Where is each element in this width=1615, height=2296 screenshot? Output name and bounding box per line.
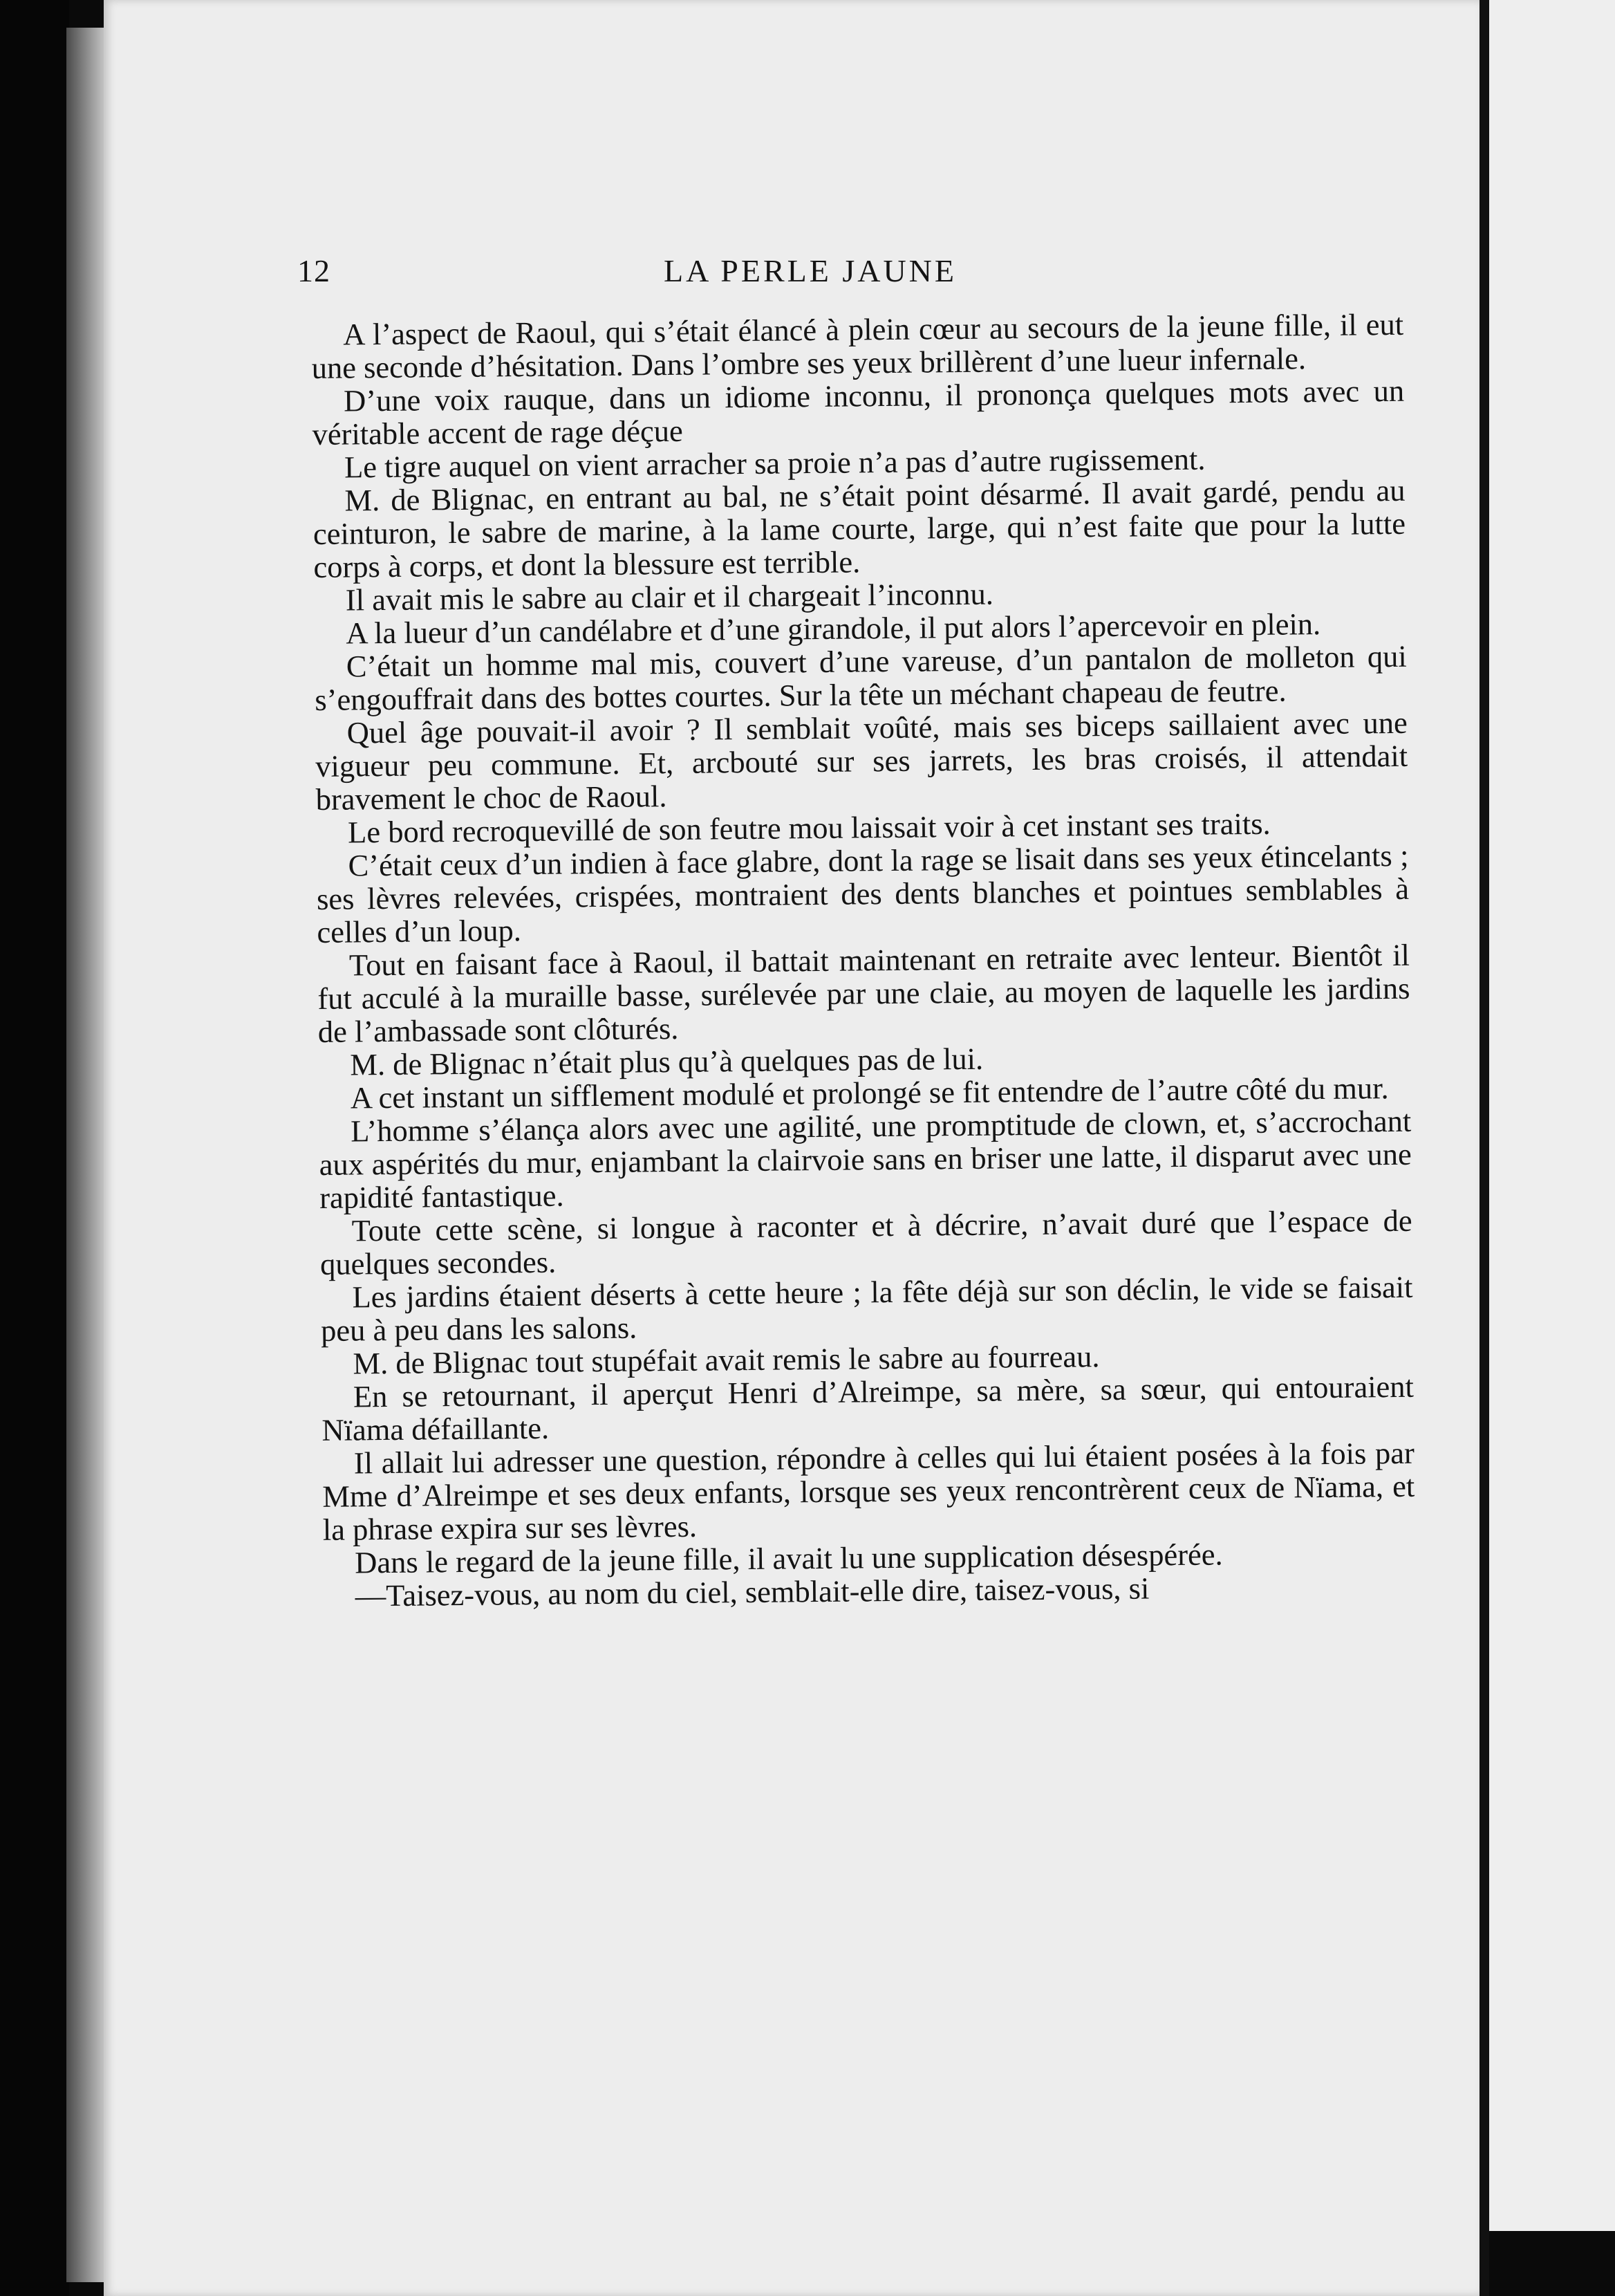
paragraph: A la lueur d’un candélabre et d’une girandole, il put alors l’apercevoir en plein. [346,607,1321,651]
paragraph: Quel âge pouvait-il avoir ? Il semblait voûté, mais ses biceps saillaient avec une vigueur peu commune. Et, arcbouté sur ses jarrets, les bras croisés, il attendait bravement le choc de Raoul. [315,705,1408,817]
page-gutter [1479,0,1489,2296]
page-edge-shadow [66,28,108,2282]
paragraph: M. de Blignac n’était plus qu’à quelques pas de lui. [350,1041,984,1082]
paragraph: En se retournant, il aperçut Henri d’Alreimpe, sa mère, sa sœur, qui entouraient Nïama défaillante. [321,1369,1415,1447]
paragraph: Dans le regard de la jeune fille, il avait lu une supplication désespérée. [355,1537,1223,1580]
paragraph: A l’aspect de Raoul, qui s’était élancé à plein cœur au secours de la jeune fille, il eut une seconde d’hésitation. Dans l’ombre ses yeux brillèrent d’une lueur infernale. [311,306,1404,385]
paragraph: Le bord recroquevillé de son feutre mou laissait voir à cet instant ses traits. [347,806,1271,850]
paragraph: D’une voix rauque, dans un idiome inconnu, il prononça quelques mots avec un véritable accent de rage déçue [312,373,1405,452]
paragraph: M. de Blignac tout stupéfait avait remis le sabre au fourreau. [353,1339,1100,1381]
paragraph: C’était un homme mal mis, couvert d’une vareuse, d’un pantalon de molleton qui s’engouffrait dans des bottes courtes. Sur la tête un méchant chapeau de feutre. [315,638,1408,717]
paragraph: Les jardins étaient déserts à cette heure ; la fête déjà sur son déclin, le vide se faisait peu à peu dans les salons. [320,1269,1413,1348]
paragraph: L’homme s’élança alors avec une agilité, une promptitude de clown, et, s’accrochant aux aspérités du mur, enjambant la clairvoie sans en briser une latte, il disparut avec une rapidité fantastique. [319,1103,1412,1215]
scan-border-bottom-right [1489,2231,1615,2296]
paragraph: Le tigre auquel on vient arracher sa proie n’a pas d’autre rugissement. [344,441,1206,485]
running-title: LA PERLE JAUNE [664,253,957,288]
paragraph: —Taisez-vous, au nom du ciel, semblait-elle dire, taisez-vous, si [355,1571,1150,1613]
facing-page-edge [1489,0,1615,2296]
paragraph: Tout en faisant face à Raoul, il battait maintenant en retraite avec lenteur. Bientôt il fut acculé à la muraille basse, surélevée par une claie, au moyen de laquelle les jardins de l’ambassade sont clôturés. [317,937,1410,1049]
body-text [311,308,1416,1613]
page-header [297,252,1403,301]
scan-border-left [0,0,69,2296]
paragraph: M. de Blignac, en entrant au bal, ne s’était point désarmé. Il avait gardé, pendu au ceinturon, le sabre de marine, à la lame courte, large, qui n’est faite que pour la lutte corps à corps, et dont la blessure est terrible. [312,472,1406,584]
paragraph: C’était ceux d’un indien à face glabre, dont la rage se lisait dans ses yeux étincelants ; ses lèvres relevées, crispées, montraient des dents blanches et pointues semblables à celles d’un loup. [316,837,1410,950]
page-number: 12 [297,253,330,288]
paragraph: Toute cette scène, si longue à raconter et à décrire, n’avait duré que l’espace de quelques secondes. [319,1203,1412,1281]
paragraph: A cet instant un sifflement modulé et prolongé se fit entendre de l’autre côté du mur. [350,1071,1389,1115]
paragraph: Il allait lui adresser une question, répondre à celles qui lui étaient posées à la fois par Mme d’Alreimpe et ses deux enfants, lorsque ses yeux rencontrèrent ceux de Nïama, et la phrase expira sur ses lèvres. [322,1435,1415,1547]
paragraph: Il avait mis le sabre au clair et il chargeait l’inconnu. [345,576,994,618]
